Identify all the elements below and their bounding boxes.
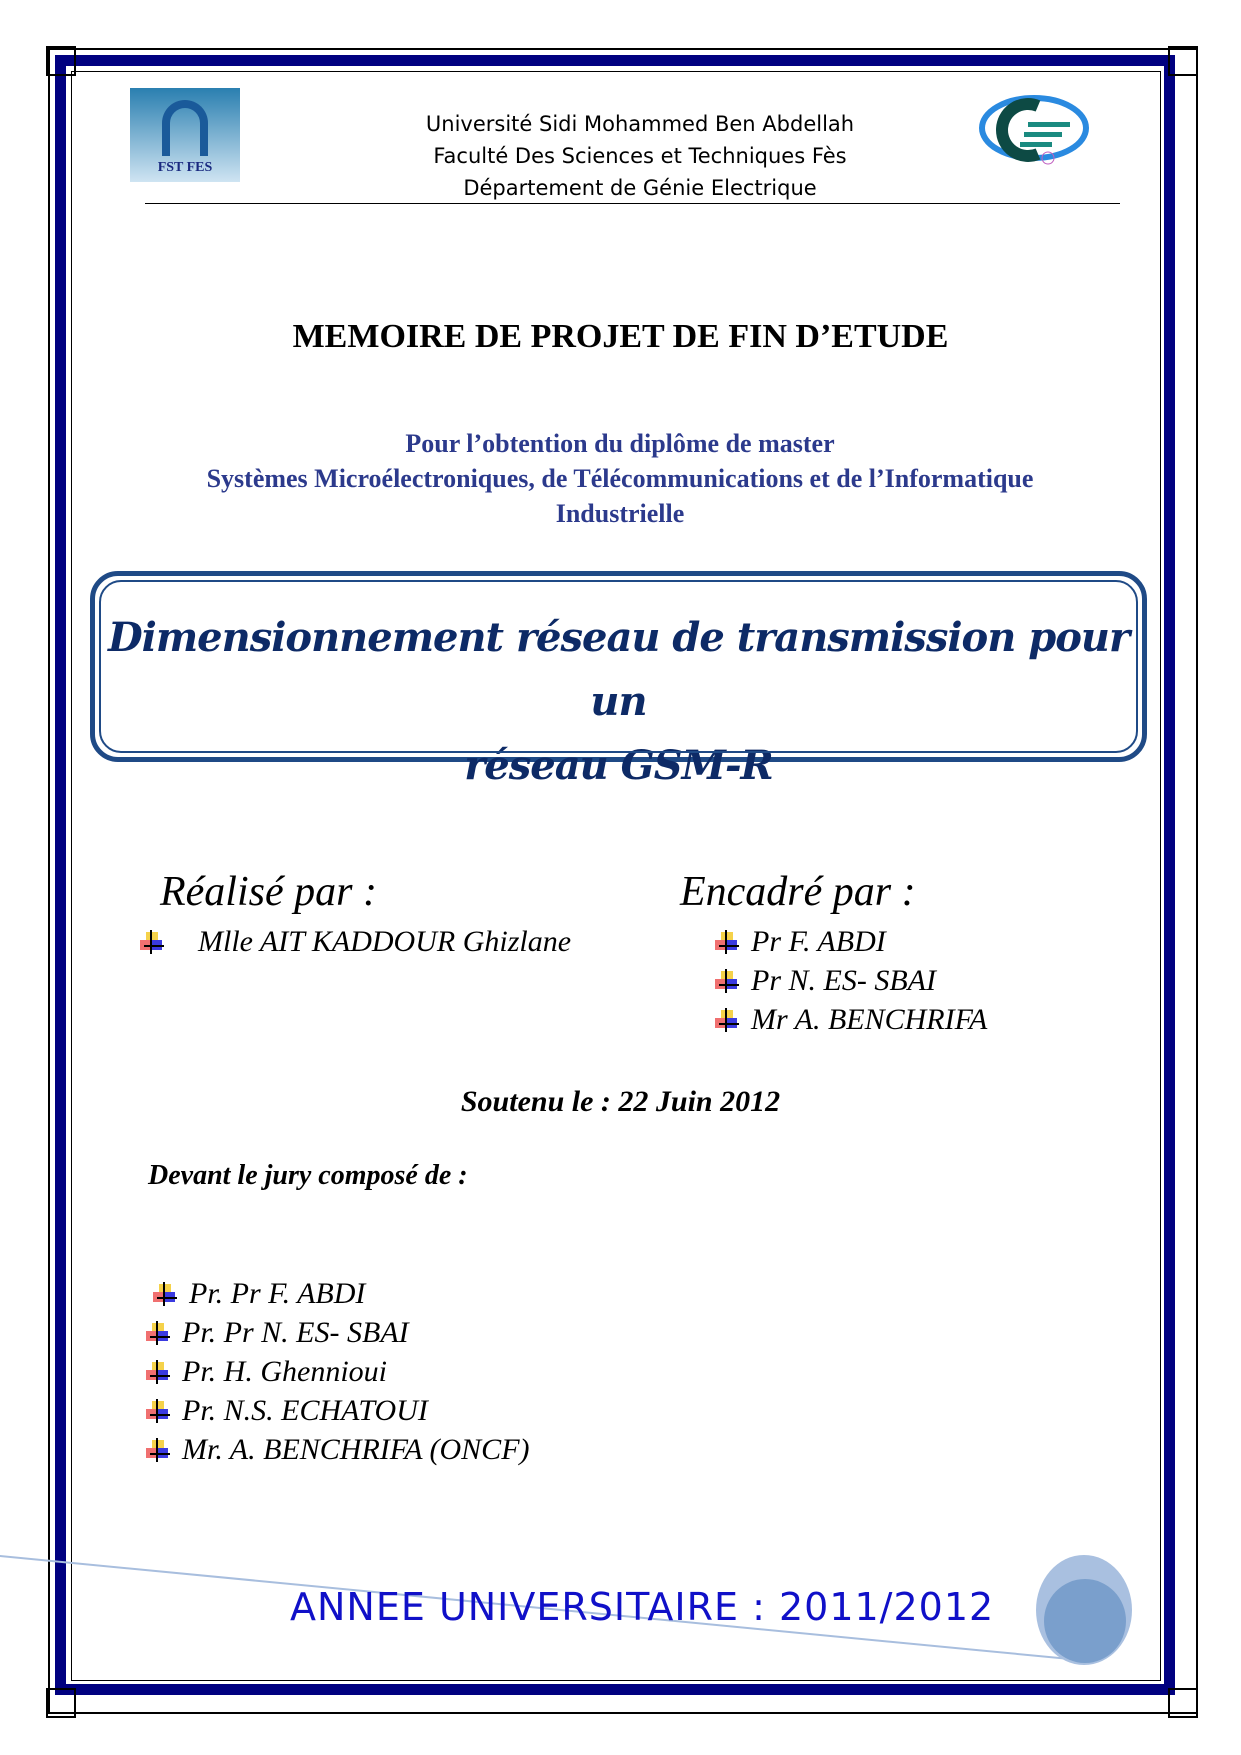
corner-ornament (1168, 46, 1198, 76)
jury-item (153, 1277, 365, 1311)
header-divider (145, 203, 1120, 204)
subtitle-line: Industrielle (555, 499, 685, 528)
jury-member: Pr. Pr F. ABDI (189, 1277, 366, 1310)
supervisor-name: Pr F. ABDI (751, 925, 886, 958)
university-name: Université Sidi Mohammed Ben Abdellah (425, 112, 855, 136)
jury-item (146, 1316, 409, 1350)
thesis-title (95, 606, 1142, 798)
corner-ornament (46, 46, 76, 76)
bullet-icon (146, 1321, 170, 1345)
faculty-name: Faculté Des Sciences et Techniques Fès (433, 144, 847, 168)
jury-member: Pr. Pr N. ES- SBAI (182, 1316, 409, 1349)
bullet-icon (715, 1008, 739, 1032)
bullet-icon (715, 930, 739, 954)
corner-ornament (1168, 1688, 1198, 1718)
bullet-icon (153, 1282, 177, 1306)
department-name: Département de Génie Electrique (463, 176, 817, 200)
subtitle-line: Pour l’obtention du diplôme de master (405, 429, 835, 458)
subtitle-line: Systèmes Microélectroniques, de Télécommunications et de l’Informatique (206, 464, 1034, 493)
ge-department-logo (978, 92, 1090, 168)
jury-member: Pr. H. Ghennioui (182, 1355, 387, 1388)
jury-label: Devant le jury composé de : (148, 1160, 468, 1191)
decorative-circle (1036, 1555, 1132, 1665)
supervisor-name: Mr A. BENCHRIFA (751, 1003, 988, 1036)
institution-header (350, 108, 930, 204)
supervisor-name: Pr N. ES- SBAI (751, 964, 936, 997)
encadre-label: Encadré par : (680, 869, 916, 915)
arch-icon (162, 100, 208, 156)
bullet-icon (146, 1399, 170, 1423)
jury-member: Pr. N.S. ECHATOUI (182, 1394, 428, 1427)
thesis-title-line: réseau GSM-R (464, 742, 773, 789)
supervisor-item (715, 925, 886, 959)
author-item (140, 925, 571, 959)
author-name: Mlle AIT KADDOUR Ghizlane (198, 925, 572, 958)
defense-date: Soutenu le : 22 Juin 2012 (460, 1085, 781, 1118)
bullet-icon (146, 1360, 170, 1384)
supervisor-item (715, 1003, 987, 1037)
thesis-title-line: Dimensionnement réseau de transmission pour un (107, 614, 1130, 725)
jury-item (146, 1394, 428, 1428)
fst-fes-logo (130, 88, 240, 182)
bullet-icon (140, 930, 164, 954)
bullet-icon (146, 1438, 170, 1462)
corner-ornament (46, 1688, 76, 1718)
document-title: MEMOIRE DE PROJET DE FIN D’ETUDE (292, 318, 949, 355)
thesis-title-box (90, 571, 1147, 789)
supervisor-item (715, 964, 936, 998)
jury-item (146, 1433, 530, 1467)
diploma-subtitle (130, 426, 1110, 531)
logo-text: FST FES (157, 160, 213, 175)
academic-year: ANNEE UNIVERSITAIRE : 2011/2012 (290, 1585, 995, 1629)
bullet-icon (715, 969, 739, 993)
jury-item (146, 1355, 387, 1389)
jury-member: Mr. A. BENCHRIFA (ONCF) (182, 1433, 530, 1466)
realise-label: Réalisé par : (160, 869, 377, 915)
